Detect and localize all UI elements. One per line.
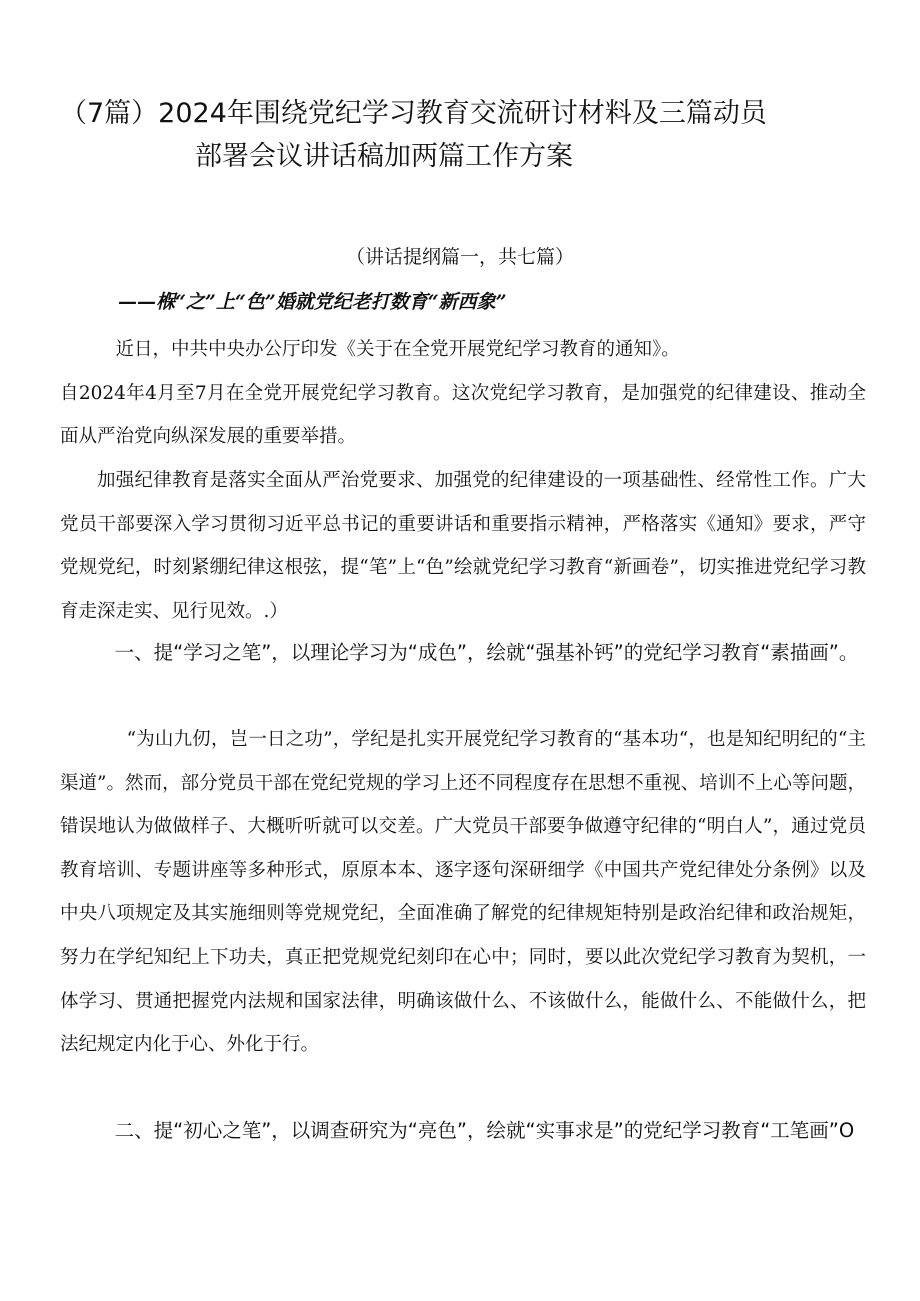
paragraph-3-text: “为山九仞，岂一日之功”，学纪是扎实开展党纪学习教育的“基本功“，也是知纪明纪的“主渠道”。然而，部分党员干部在党纪党规的学习上还不同程度存在思想不重视、培训不上心等问题，错误地认为做做样子、大概听听就可以交差。广大党员干部要争做遵守纪律的“明白人”，通过党员教育培训、专题讲座等多种形式，原原本本、逐字逐句深研细学《中国共产党纪律处分条例》以及中央八项规定及其实施细则等党规党纪，全面准确了解党的纪律规矩特别是政治纪律和政治规矩，努力在学纪知纪上下功夫，真正把党规党纪刻印在心中；同时，要以此次党纪学习教育为契机，一体学习、贯通把握党内法规和国家法律，明确该做什么、不该做什么，能做什么、不能做什么，把法纪规定内化于心、外化于行。 xyxy=(60,729,866,1056)
paragraph-1-line-1: 近日，中共中央办公厅印发《关于在全党开展党纪学习教育的通知》。 xyxy=(115,339,680,360)
section-heading-1 xyxy=(60,630,866,676)
section-heading-1-text: 一、提“学习之笔”，以理论学习为“成色”，绘就“强基补钙”的党纪学习教育“素描画”。 xyxy=(114,641,859,664)
paragraph-2-text: 加强纪律教育是落实全面从严治党要求、加强党的纪律建设的一项基础性、经常性工作。广大党员干部要深入学习贯彻习近平总书记的重要讲话和重要指示精神，严格落实《通知》要求，严守党规党纪，时刻紧绷纪律这根弦，提“笔”上“色”绘就党纪学习教育“新画卷”，切实推进党纪学习教育走深走实、见行见效。.） xyxy=(60,470,866,622)
section-heading-2 xyxy=(60,1108,866,1154)
document-title xyxy=(60,92,860,178)
title-line-2: 部署会议讲话稿加两篇工作方案 xyxy=(195,141,573,172)
paragraph-1-rest: 自2024年4月至7月在全党开展党纪学习教育。这次党纪学习教育，是加强党的纪律建设、推动全面从严治党向纵深发展的重要举措。 xyxy=(60,382,866,448)
paragraph-2 xyxy=(60,459,866,633)
section-heading-2-text: 二、提“初心之笔”，以调查研究为“亮色”，绘就“实事求是”的党纪学习教育“工笔画”O xyxy=(114,1119,855,1142)
tagline: ——椺“之”上“色”婚就党纪老打数育“新西象” xyxy=(118,291,507,313)
title-line-1: （7篇）2024年围绕党纪学习教育交流研讨材料及三篇动员 xyxy=(60,98,767,129)
subtitle: （讲话提纲篇一，共七篇） xyxy=(345,246,574,268)
paragraph-3 xyxy=(60,718,866,1067)
paragraph-1 xyxy=(60,328,866,459)
